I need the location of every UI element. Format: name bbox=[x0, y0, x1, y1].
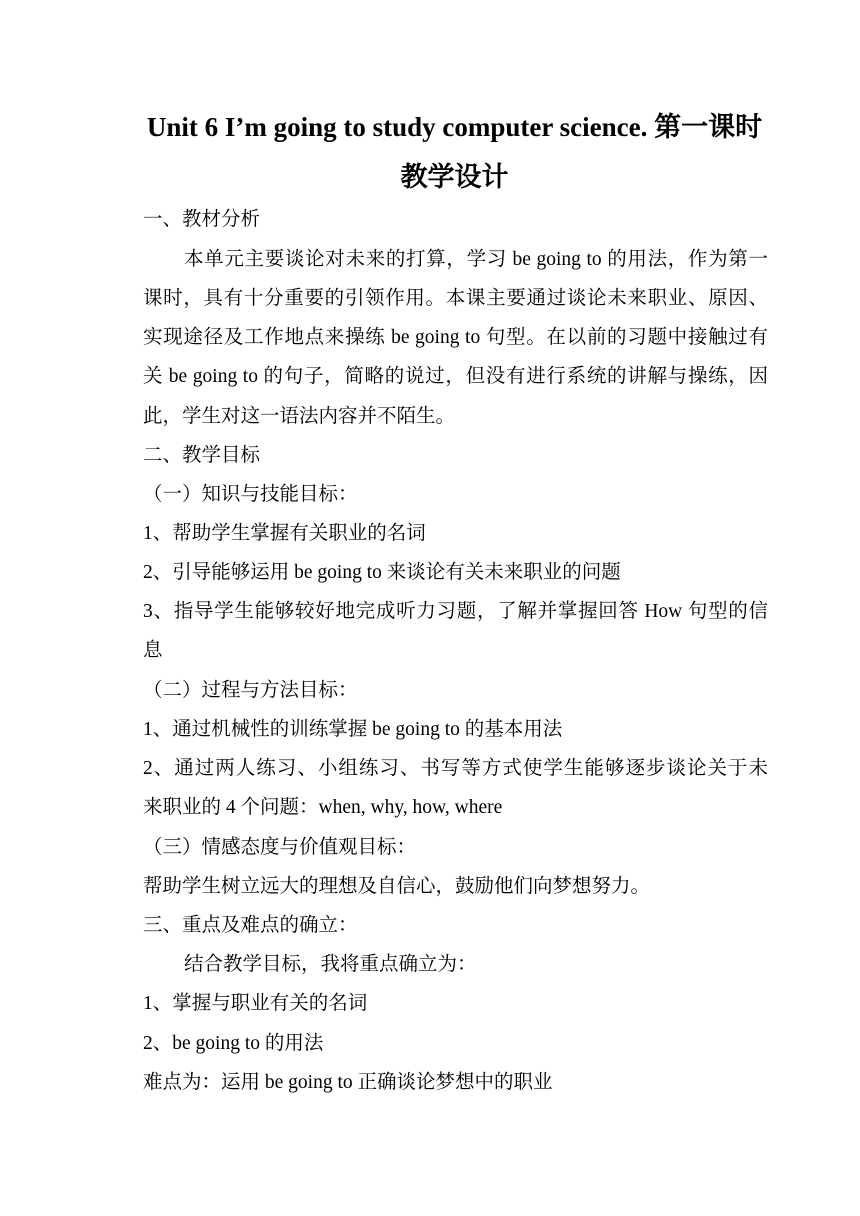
list-item: 1、通过机械性的训练掌握 be going to 的基本用法 bbox=[143, 719, 563, 740]
subsection-heading: （二）过程与方法目标： bbox=[143, 680, 358, 701]
section-1-paragraph-line: 课时，具有十分重要的引领作用。本课主要通过谈论未来职业、原因、 bbox=[143, 288, 768, 309]
list-item: 来职业的 4 个问题：when, why, how, where bbox=[143, 797, 503, 818]
section-3-intro: 结合教学目标，我将重点确立为： bbox=[184, 954, 477, 975]
section-1-heading: 一、教材分析 bbox=[143, 209, 261, 230]
section-1-paragraph-line: 实现途径及工作地点来操练 be going to 句型。在以前的习题中接触过有 bbox=[143, 327, 768, 348]
list-item: 帮助学生树立远大的理想及自信心，鼓励他们向梦想努力。 bbox=[143, 876, 651, 897]
document-title-line-1: Unit 6 I’m going to study computer science. 第一课时 bbox=[146, 112, 763, 142]
section-1-paragraph-line: 本单元主要谈论对未来的打算，学习 be going to 的用法，作为第一 bbox=[184, 249, 768, 270]
list-item: 3、指导学生能够较好地完成听力习题，了解并掌握回答 How 句型的信 bbox=[143, 601, 768, 622]
list-item: 1、掌握与职业有关的名词 bbox=[143, 993, 368, 1014]
section-2-heading: 二、教学目标 bbox=[143, 445, 261, 466]
section-1-paragraph-line: 此，学生对这一语法内容并不陌生。 bbox=[143, 406, 456, 427]
list-item: 1、帮助学生掌握有关职业的名词 bbox=[143, 523, 426, 544]
difficulty-statement: 难点为：运用 be going to 正确谈论梦想中的职业 bbox=[143, 1072, 553, 1093]
list-item: 2、引导能够运用 be going to 来谈论有关未来职业的问题 bbox=[143, 562, 621, 583]
list-item: 2、be going to 的用法 bbox=[143, 1033, 324, 1054]
list-item: 2、通过两人练习、小组练习、书写等方式使学生能够逐步谈论关于未 bbox=[143, 758, 768, 779]
section-3-heading: 三、重点及难点的确立： bbox=[143, 915, 358, 936]
list-item: 息 bbox=[143, 640, 163, 661]
section-1-paragraph-line: 关 be going to 的句子，简略的说过，但没有进行系统的讲解与操练，因 bbox=[143, 366, 768, 387]
document-title-line-2: 教学设计 bbox=[400, 162, 509, 192]
subsection-heading: （一）知识与技能目标： bbox=[143, 484, 358, 505]
subsection-heading: （三）情感态度与价值观目标： bbox=[143, 837, 417, 858]
